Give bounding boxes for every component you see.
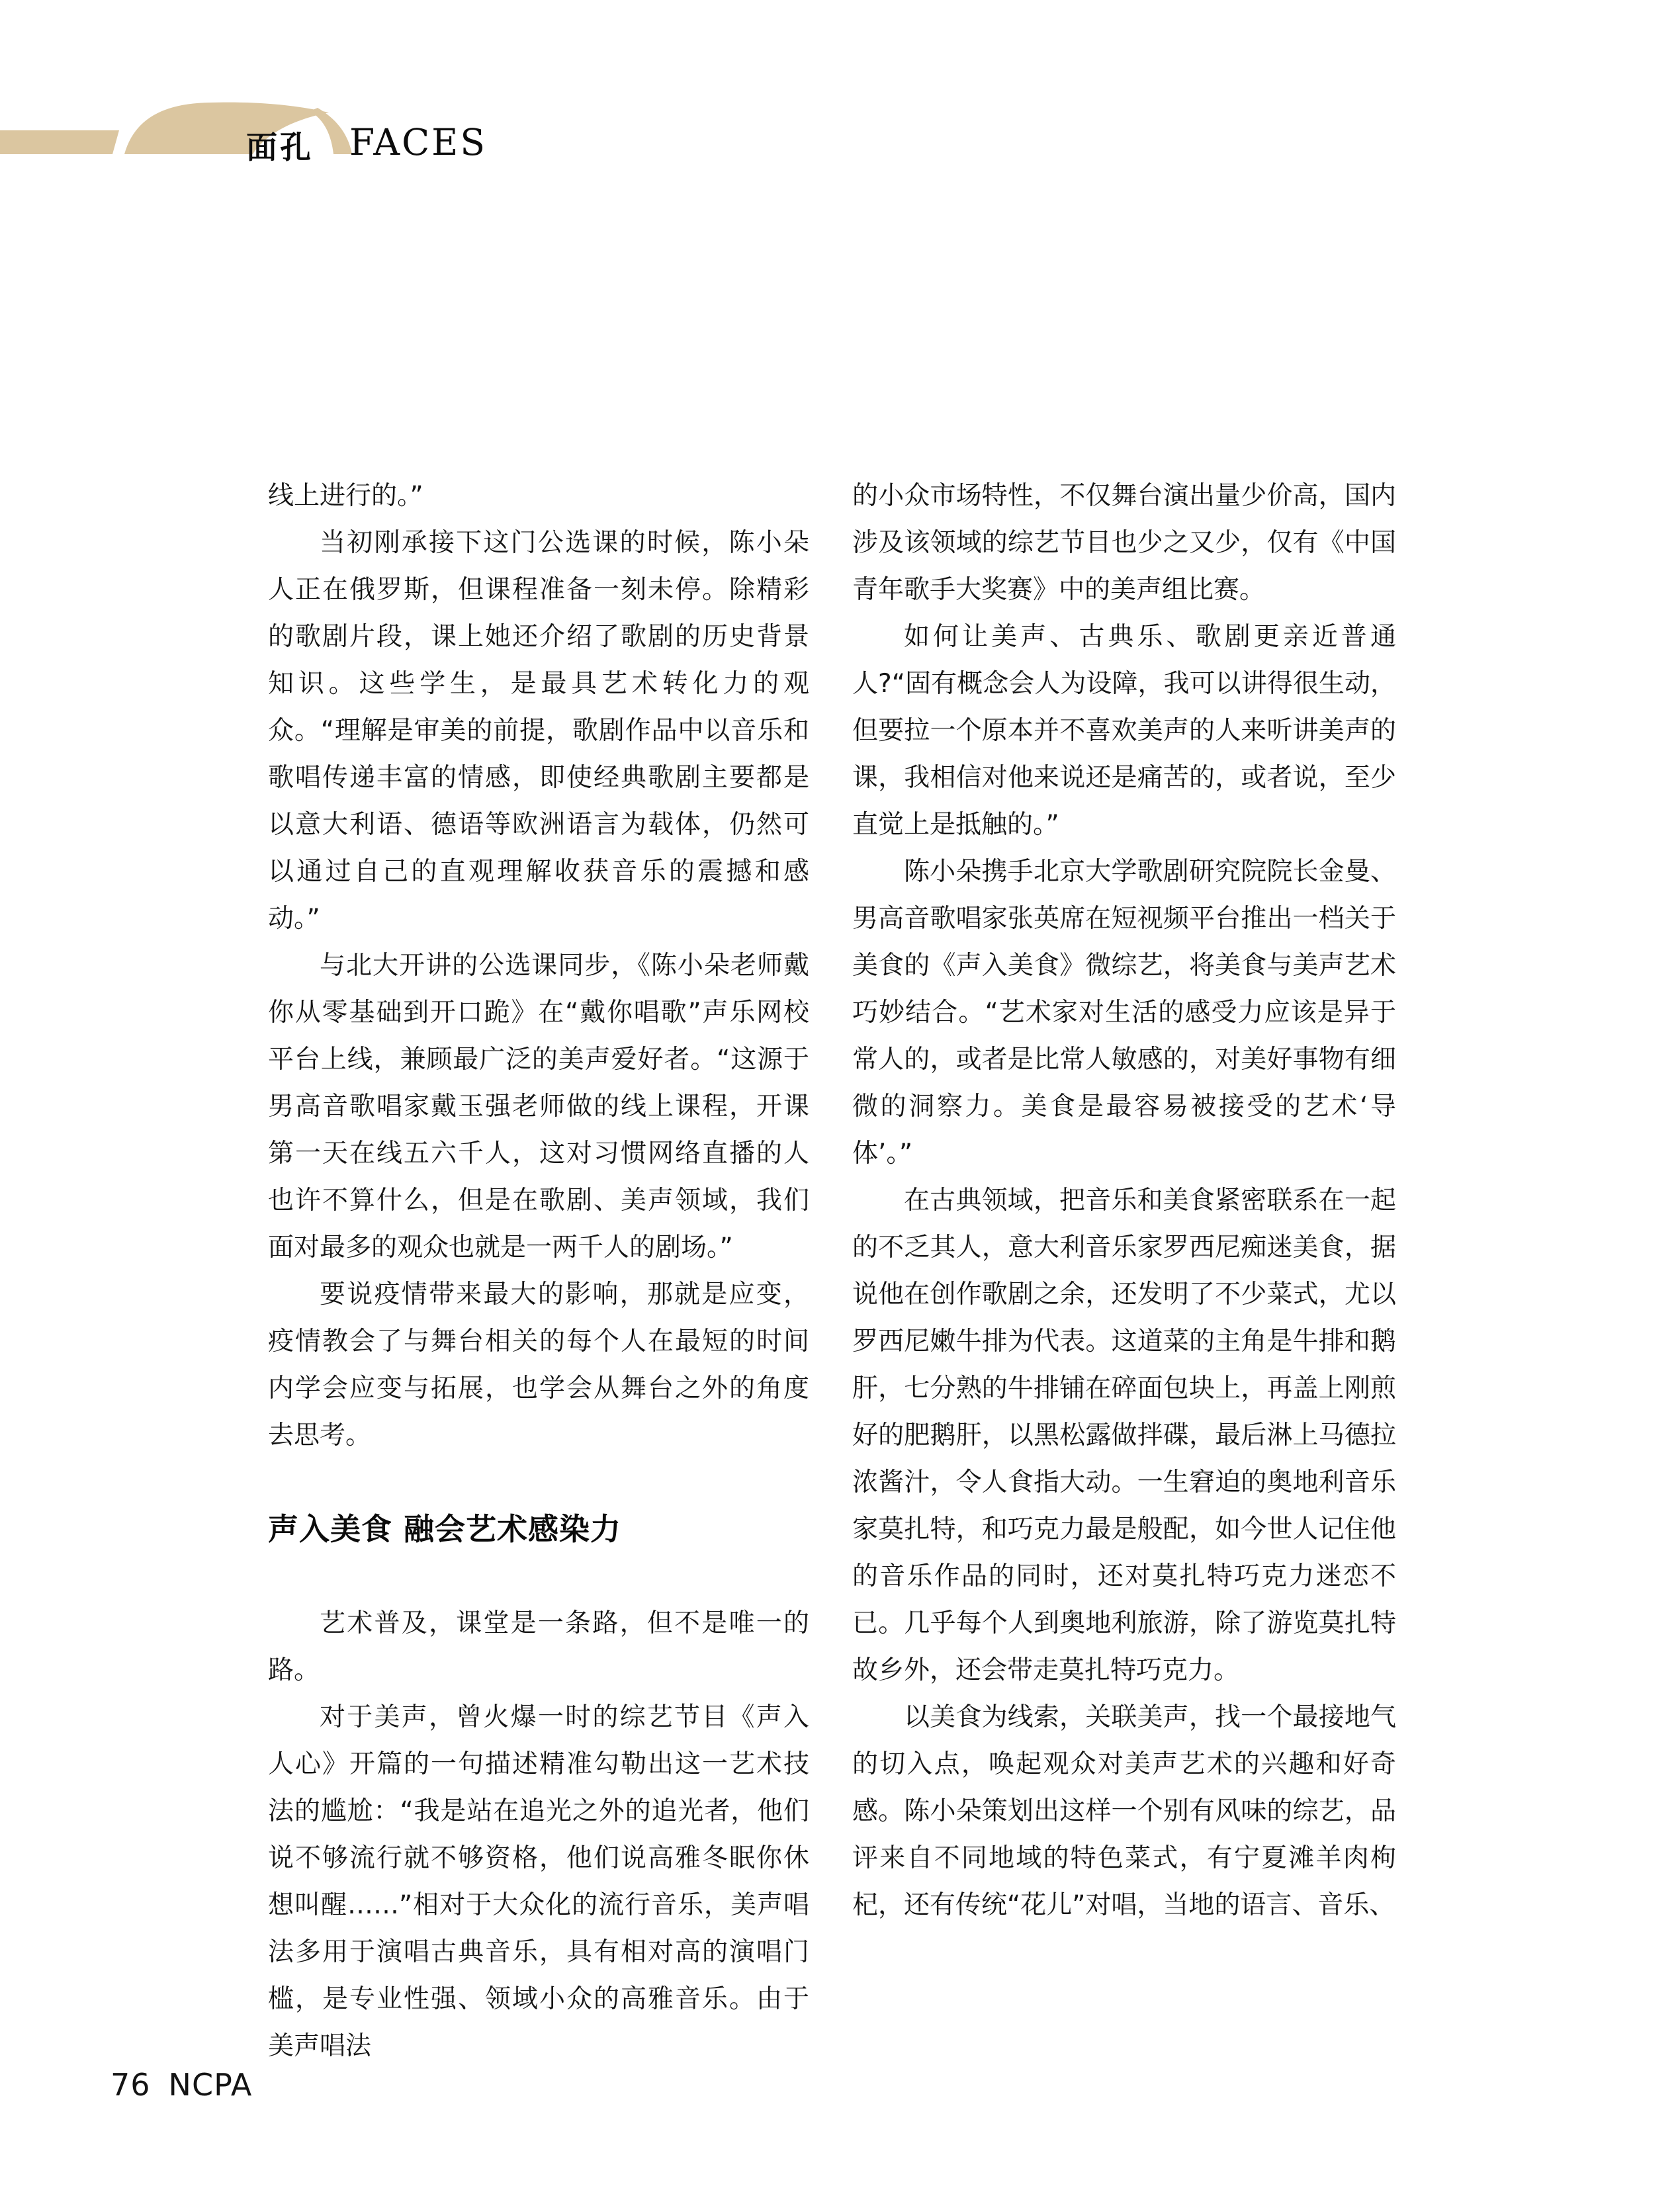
paragraph: 在古典领域，把音乐和美食紧密联系在一起的不乏其人，意大利音乐家罗西尼痴迷美食，据说他在创作歌剧之余，还发明了不少菜式，尤以罗西尼嫩牛排为代表。这道菜的主角是牛排和鹅肝，七分熟的牛排铺在碎面包块上，再盖上刚煎好的肥鹅肝，以黑松露做拌碟，最后淋上马德拉浓酱汁，令人食指大动。一生窘迫的奥地利音乐家莫扎特，和巧克力最是般配，如今世人记住他的音乐作品的同时，还对莫扎特巧克力迷恋不已。几乎每个人到奥地利旅游，除了游览莫扎特故乡外，还会带走莫扎特巧克力。 (852, 1186, 1396, 1685)
paragraph: 要说疫情带来最大的影响，那就是应变，疫情教会了与舞台相关的每个人在最短的时间内学会应变与拓展，也学会从舞台之外的角度去思考。 (268, 1280, 809, 1450)
article-column-right (852, 472, 1396, 1929)
paragraph: 艺术普及，课堂是一条路，但不是唯一的路。 (268, 1608, 809, 1685)
paragraph: 陈小朵携手北京大学歌剧研究院院长金曼、男高音歌唱家张英席在短视频平台推出一档关于美食的《声入美食》微综艺，将美食与美声艺术巧妙结合。“艺术家对生活的感受力应该是异于常人的，或者是比常人敏感的，对美好事物有细微的洞察力。美食是最容易被接受的艺术‘导体’。” (852, 857, 1396, 1168)
paragraph: 以美食为线索，关联美声，找一个最接地气的切入点，唤起观众对美声艺术的兴趣和好奇感。陈小朵策划出这样一个别有风味的综艺，品评来自不同地域的特色菜式，有宁夏滩羊肉枸杞，还有传统“花儿”对唱，当地的语言、音乐、 (852, 1702, 1396, 1920)
paragraph: 如何让美声、古典乐、歌剧更亲近普通人?“固有概念会人为设障，我可以讲得很生动，但要拉一个原本并不喜欢美声的人来听讲美声的课，我相信对他来说还是痛苦的，或者说，至少直觉上是抵触的。” (852, 622, 1396, 840)
paragraph: 的小众市场特性，不仅舞台演出量少价高，国内涉及该领域的综艺节目也少之又少，仅有《中国青年歌手大奖赛》中的美声组比赛。 (852, 481, 1396, 605)
paragraph: 线上进行的。” (268, 481, 423, 511)
page-number: 76 (111, 2067, 151, 2103)
header-bar-shape (0, 130, 119, 154)
section-heading: 声入美食 融会艺术感染力 (268, 1511, 622, 1547)
paragraph: 对于美声，曾火爆一时的综艺节目《声入人心》开篇的一句描述精准勾勒出这一艺术技法的尴尬：“我是站在追光之外的追光者，他们说不够流行就不够资格，他们说高雅冬眠你休想叫醒……”相对于大众化的流行音乐，美声唱法多用于演唱古典音乐，具有相对高的演唱门槛，是专业性强、领域小众的高雅音乐。由于美声唱法 (268, 1702, 809, 2061)
paragraph: 与北大开讲的公选课同步，《陈小朵老师戴你从零基础到开口跪》在“戴你唱歌”声乐网校平台上线，兼顾最广泛的美声爱好者。“这源于男高音歌唱家戴玉强老师做的线上课程，开课第一天在线五六千人，这对习惯网络直播的人也许不算什么，但是在歌剧、美声领域，我们面对最多的观众也就是一两千人的剧场。” (268, 951, 809, 1262)
section-title-cn: 面孔 (246, 130, 314, 166)
paragraph: 当初刚承接下这门公选课的时候，陈小朵人正在俄罗斯，但课程准备一刻未停。除精彩的歌剧片段，课上她还介绍了歌剧的历史背景知识。这些学生，是最具艺术转化力的观众。“理解是审美的前提，歌剧作品中以音乐和歌唱传递丰富的情感，即使经典歌剧主要都是以意大利语、德语等欧洲语言为载体，仍然可以通过自己的直观理解收获音乐的震撼和感动。” (268, 528, 809, 934)
page-footer (111, 2067, 252, 2103)
header-crescent-shape (310, 108, 352, 154)
section-title-en: FACES (349, 121, 488, 163)
article-column-left (268, 472, 809, 2070)
journal-abbreviation: NCPA (168, 2067, 253, 2103)
